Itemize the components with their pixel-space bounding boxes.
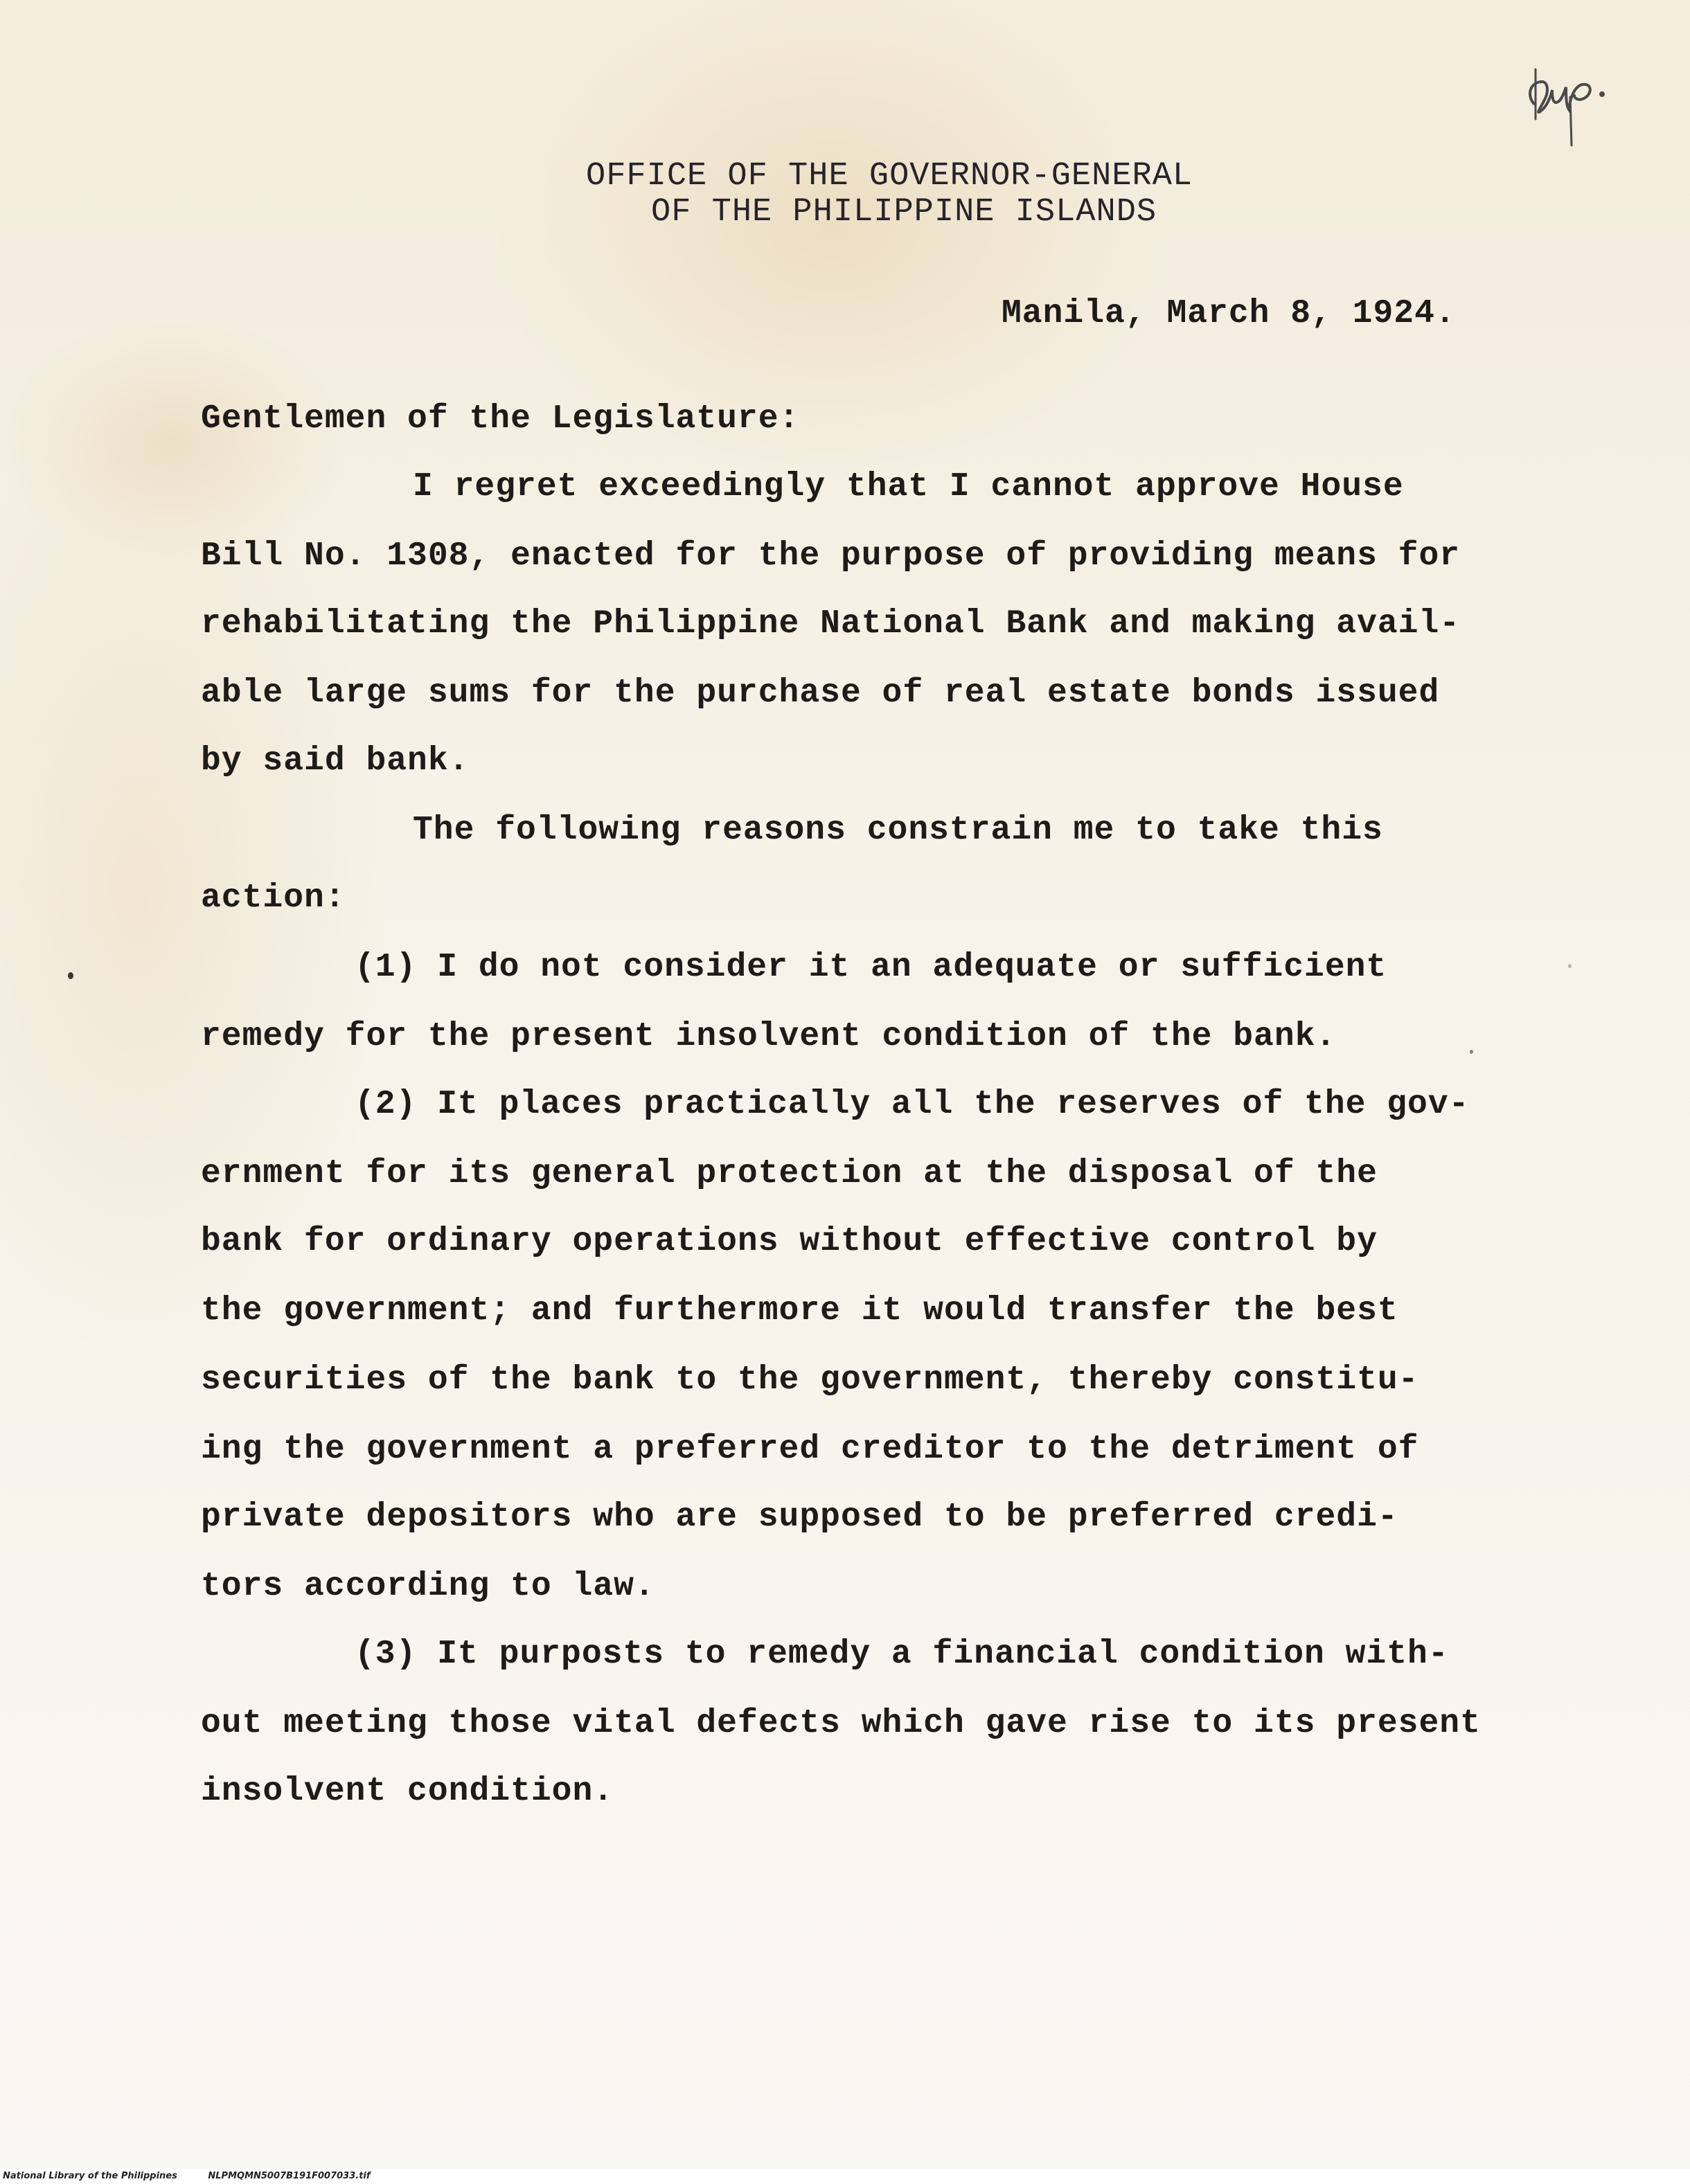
reason-2-line: the government; and furthermore it would transfer the best: [201, 1292, 1398, 1330]
reason-2-line: (2) It places practically all the reserves of the gov-: [355, 1086, 1470, 1123]
salutation: Gentlemen of the Legislature:: [201, 400, 800, 438]
scan-speck: [1568, 964, 1572, 968]
reason-2-line: ing the government a preferred creditor to the detriment of: [201, 1431, 1419, 1468]
reason-3-line: insolvent condition.: [201, 1773, 614, 1810]
reason-2-line: bank for ordinary operations without effective control by: [201, 1223, 1378, 1260]
footer-library: National Library of the Philippines: [3, 2171, 177, 2181]
handwritten-dup-mark: [1520, 55, 1617, 152]
letterhead-line-1: OFFICE OF THE GOVERNOR-GENERAL: [586, 158, 1193, 195]
reason-1-line: remedy for the present insolvent condition of the bank.: [201, 1018, 1337, 1055]
paragraph-1-line: rehabilitating the Philippine National Bank and making avail-: [201, 605, 1461, 643]
handwritten-annotation: [1520, 55, 1617, 152]
paragraph-1-line: by said bank.: [201, 742, 470, 780]
paragraph-1-line: I regret exceedingly that I cannot approve House: [413, 468, 1404, 505]
reason-1-line: (1) I do not consider it an adequate or sufficient: [355, 949, 1387, 986]
paragraph-2-line: The following reasons constrain me to take this: [413, 812, 1383, 849]
reason-2-line: private depositors who are supposed to be preferred credi-: [201, 1498, 1398, 1536]
paragraph-1-line: Bill No. 1308, enacted for the purpose of providing means for: [201, 537, 1461, 575]
scan-speck: [1470, 1050, 1473, 1054]
paragraph-1-line: able large sums for the purchase of real estate bonds issued: [201, 674, 1440, 712]
scan-speck: [68, 972, 73, 979]
letterhead-line-2: OF THE PHILIPPINE ISLANDS: [651, 194, 1157, 231]
footer-filename: NLPMQMN5007B191F007033.tif: [208, 2171, 371, 2181]
reason-3-line: out meeting those vital defects which gave rise to its present: [201, 1705, 1481, 1742]
reason-2-line: securities of the bank to the government, thereby constitu-: [201, 1361, 1419, 1399]
paragraph-2-line: action:: [201, 879, 346, 917]
reason-2-line: tors according to law.: [201, 1568, 655, 1605]
dateline: Manila, March 8, 1924.: [1002, 295, 1456, 332]
scan-footer: [0, 2169, 1690, 2184]
reason-3-line: (3) It purposts to remedy a financial condition with-: [355, 1636, 1449, 1673]
reason-2-line: ernment for its general protection at the disposal of the: [201, 1155, 1378, 1192]
